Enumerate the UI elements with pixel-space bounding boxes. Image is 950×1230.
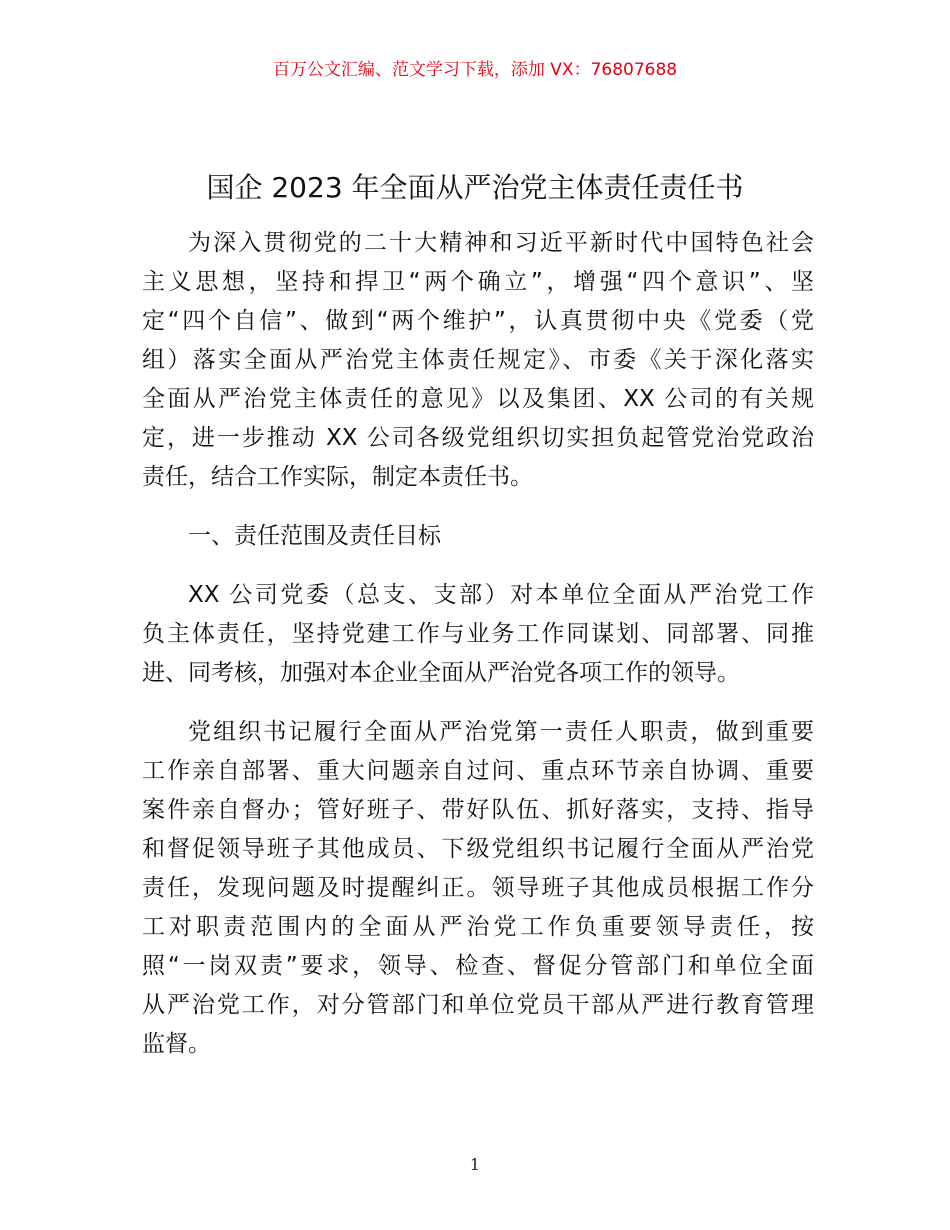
document-title: 国企 2023 年全面从严治党主体责任责任书 <box>206 171 744 204</box>
page-number: 1 <box>469 1155 481 1174</box>
paragraph-line: 照“一岗双责”要求，领导、检查、督促分管部门和单位全面 <box>142 953 814 979</box>
paragraph-secretary-duties <box>142 713 814 1064</box>
paragraph-scope <box>142 576 814 693</box>
paragraph-line: XX 公司党委（总支、支部）对本单位全面从严治党工作 <box>188 582 814 608</box>
paragraph-line: 为深入贯彻党的二十大精神和习近平新时代中国特色社会 <box>188 230 814 256</box>
paragraph-line: 责任，结合工作实际，制定本责任书。 <box>142 464 533 490</box>
paragraph-line: 负主体责任，坚持党建工作与业务工作同谋划、同部署、同推 <box>142 621 814 647</box>
paragraph-line: 案件亲自督办；管好班子、带好队伍、抓好落实，支持、指导 <box>142 797 814 823</box>
section-heading <box>142 517 814 556</box>
paragraph-line: 组）落实全面从严治党主体责任规定》、市委《关于深化落实 <box>142 347 814 373</box>
header-banner: 百万公文汇编、范文学习下载，添加 VX：76807688 <box>272 60 678 80</box>
paragraph-line: 工对职责范围内的全面从严治党工作负重要领导责任，按 <box>142 914 814 940</box>
paragraph-gap <box>142 693 814 713</box>
paragraph-line: 从严治党工作，对分管部门和单位党员干部从严进行教育管理 <box>142 992 814 1018</box>
paragraph-gap <box>142 556 814 576</box>
paragraph-line: 党组织书记履行全面从严治党第一责任人职责，做到重要 <box>188 719 814 745</box>
paragraph-line: 全面从严治党主体责任的意见》以及集团、XX 公司的有关规 <box>142 386 814 412</box>
section-heading-text: 一、责任范围及责任目标 <box>188 523 441 549</box>
paragraph-line: 定，进一步推动 XX 公司各级党组织切实担负起管党治党政治 <box>142 425 814 451</box>
paragraph-intro <box>142 224 814 497</box>
paragraph-line: 责任，发现问题及时提醒纠正。领导班子其他成员根据工作分 <box>142 875 814 901</box>
paragraph-line: 和督促领导班子其他成员、下级党组织书记履行全面从严治党 <box>142 836 814 862</box>
paragraph-gap <box>142 497 814 517</box>
paragraph-line: 工作亲自部署、重大问题亲自过问、重点环节亲自协调、重要 <box>142 758 814 784</box>
paragraph-line: 主义思想，坚持和捍卫“两个确立”，增强“四个意识”、坚 <box>142 269 814 295</box>
paragraph-line: 监督。 <box>142 1031 211 1057</box>
paragraph-line: 定“四个自信”、做到“两个维护”，认真贯彻中央《党委（党 <box>142 308 814 334</box>
document-body <box>142 224 814 1064</box>
paragraph-line: 进、同考核，加强对本企业全面从严治党各项工作的领导。 <box>142 660 740 686</box>
